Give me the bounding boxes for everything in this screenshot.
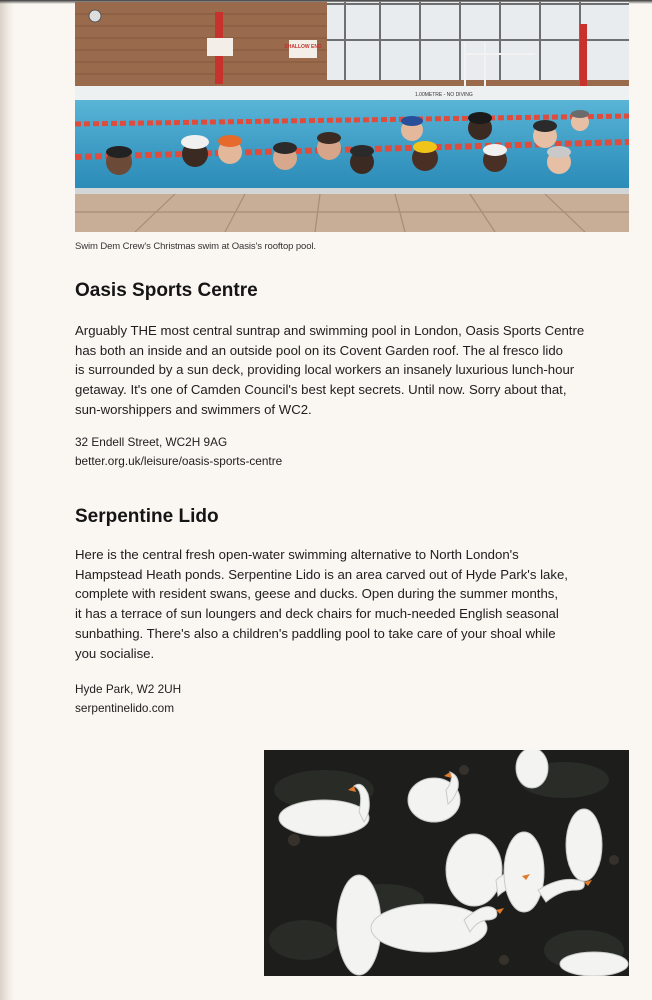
- page-gutter-shadow: [0, 0, 14, 1000]
- serpentine-body-line: you socialise.: [75, 645, 155, 661]
- oasis-body-line: has both an inside and an outside pool on its Covent Garden roof. The al fresco lido: [75, 342, 564, 358]
- serpentine-body-line: complete with resident swans, geese and ducks. Open during the summer months,: [75, 586, 559, 602]
- serpentine-website-link[interactable]: serpentinelido.com: [75, 701, 175, 715]
- oasis-body-line: Arguably THE most central suntrap and swimming pool in London, Oasis Sports Centre: [75, 323, 585, 338]
- photo-caption: Swim Dem Crew's Christmas swim at Oasis's rooftop pool.: [75, 241, 316, 252]
- serpentine-body-line: it has a terrace of sun loungers and deck chairs for much-needed English seasonal: [75, 606, 559, 622]
- serpentine-body-line: Hampstead Heath ponds. Serpentine Lido is an area carved out of Hyde Park's lake,: [75, 566, 568, 582]
- oasis-body-line: is surrounded by a sun deck, providing local workers an insanely luxurious lunch-hour: [75, 362, 575, 378]
- serpentine-description: [75, 545, 635, 663]
- oasis-body-line: sun-worshippers and swimmers of WC2.: [75, 401, 312, 417]
- shallow-end-sign: SHALLOW END: [284, 44, 322, 50]
- pool-photo: [75, 2, 629, 232]
- oasis-address: 32 Endell Street, WC2H 9AG: [75, 435, 228, 449]
- serpentine-contact-info: [75, 680, 181, 718]
- swans-photo: [264, 750, 629, 976]
- oasis-body-line: getaway. It's one of Camden Council's best kept secrets. Until now. Sorry about that,: [75, 382, 567, 398]
- serpentine-section-title: Serpentine Lido: [75, 506, 219, 527]
- oasis-website-link[interactable]: better.org.uk/leisure/oasis-sports-centre: [75, 454, 283, 468]
- serpentine-body-line: Here is the central fresh open-water swimming alternative to North London's: [75, 547, 519, 562]
- serpentine-body-line: sunbathing. There's also a children's paddling pool to take care of your shoal while: [75, 625, 556, 641]
- oasis-description: [75, 321, 635, 420]
- oasis-contact-info: [75, 433, 282, 471]
- oasis-section-title: Oasis Sports Centre: [75, 280, 258, 301]
- depth-marking: 1.00METRE - NO DIVING: [415, 92, 473, 98]
- serpentine-address: Hyde Park, W2 2UH: [75, 682, 182, 696]
